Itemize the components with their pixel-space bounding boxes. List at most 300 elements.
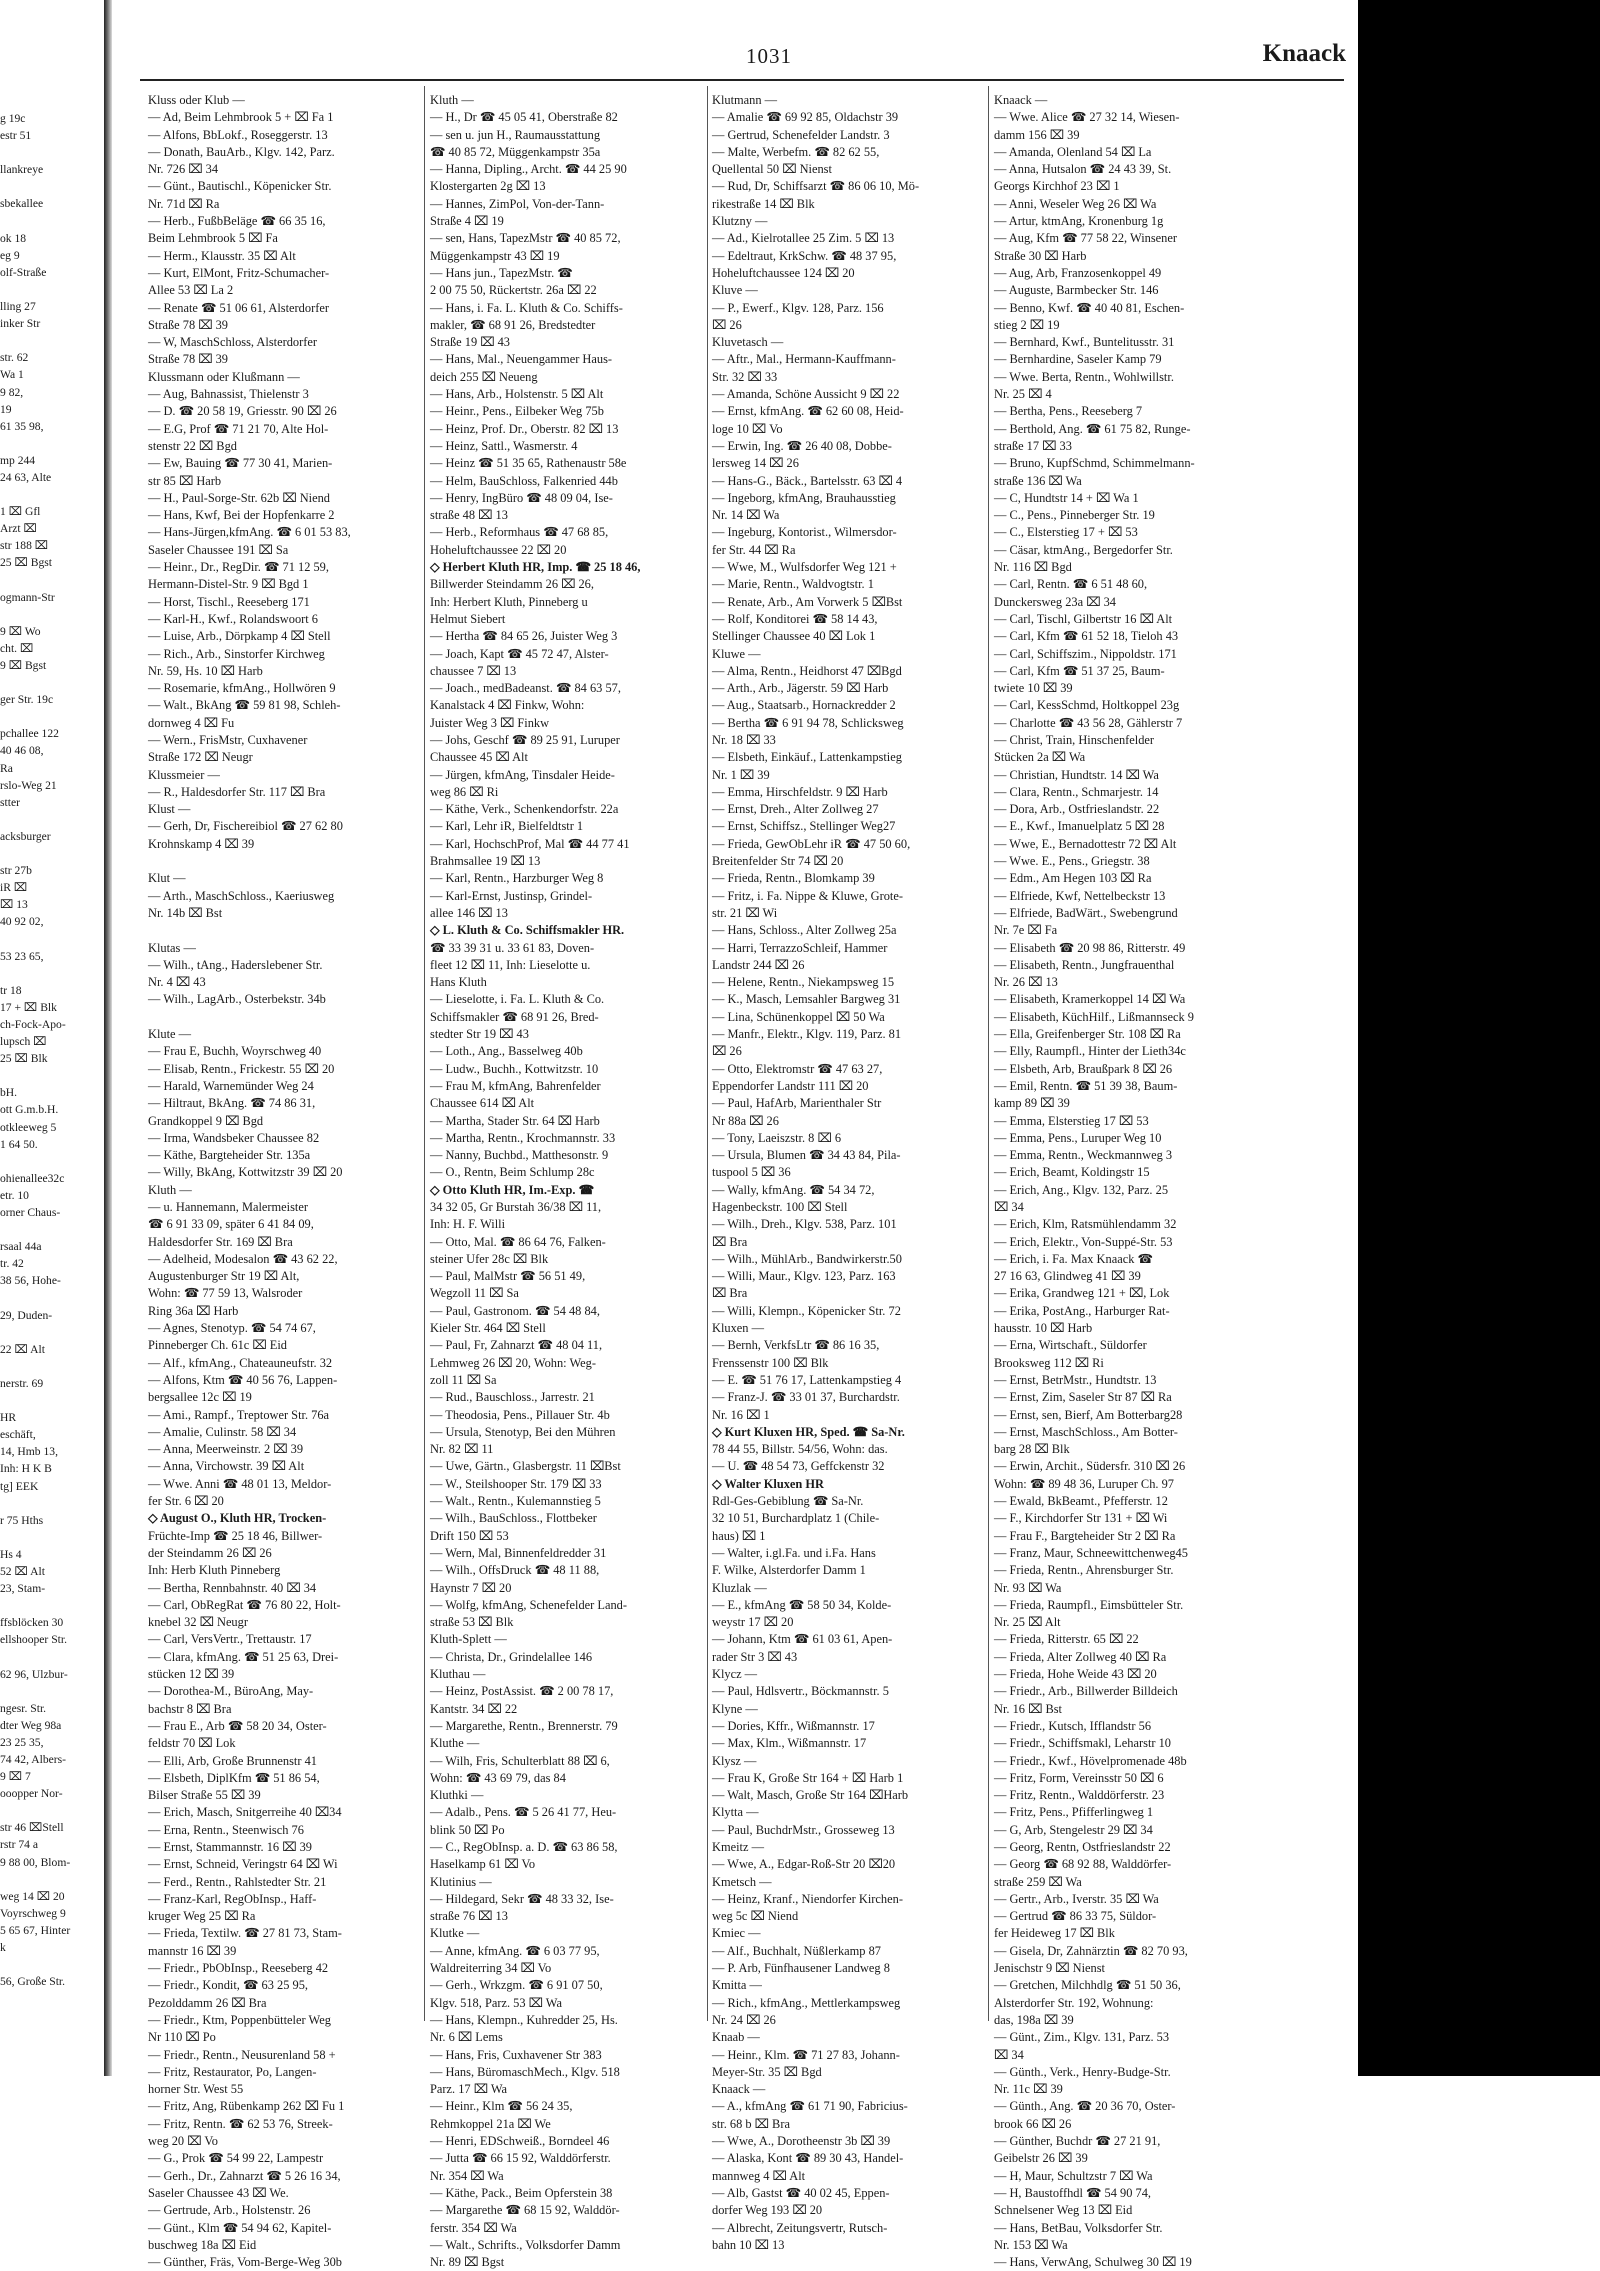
directory-entry-line: 2 00 75 50, Rückertstr. 26a ⌧ 22 [430, 283, 597, 298]
directory-entry-line: — Alaska, Kont ☎ 89 30 43, Handel- [712, 2151, 904, 2166]
directory-entry-line: — Renate ☎ 51 06 61, Alsterdorfer [148, 300, 329, 315]
margin-fragment: 56, Große Str. [0, 1975, 66, 1989]
surname-heading: Kluth — [148, 1182, 192, 1197]
directory-entry-line: — Ewald, BkBeamt., Pfefferstr. 12 [994, 1494, 1168, 1509]
directory-entry-line: — Wwe. Anni ☎ 48 01 13, Meldor- [148, 1476, 332, 1491]
directory-entry-line: Straße 172 ⌧ Neugr [148, 750, 253, 765]
directory-entry-line: — Wilh., Dreh., Klgv. 538, Parz. 101 [712, 1217, 897, 1232]
directory-entry-line: — Tony, Laeiszstr. 8 ⌧ 6 [712, 1130, 842, 1145]
margin-fragment: 25 ⌧ Blk [0, 1052, 48, 1066]
directory-entry-line: — Anni, Weseler Weg 26 ⌧ Wa [994, 196, 1157, 211]
directory-entry-line: — Paul, HafArb, Marienthaler Str [712, 1096, 882, 1111]
directory-entry-line: ⌧ 26 [712, 1044, 742, 1059]
directory-entry-line: — C., Elsterstieg 17 + ⌧ 53 [994, 525, 1138, 540]
directory-entry-line: — Heinz ☎ 51 35 65, Rathenaustr 58e [430, 456, 627, 471]
margin-fragment: llankreye [0, 163, 44, 177]
directory-entry-line: — H, Baustoffhdl ☎ 54 90 74, [994, 2185, 1152, 2200]
directory-entry-line: — Hans, Arb., Holstenstr. 5 ⌧ Alt [430, 387, 604, 402]
directory-entry-line: — Alb, Gastst ☎ 40 02 45, Eppen- [712, 2185, 890, 2200]
margin-fragment [0, 1871, 100, 1888]
directory-entry-line: — Frieda, Ritterstr. 65 ⌧ 22 [994, 1632, 1139, 1647]
directory-entry-line: — Rud., Bauschloss., Jarrestr. 21 [430, 1390, 595, 1405]
directory-entry-line: stieg 2 ⌧ 19 [994, 317, 1060, 332]
directory-entry-line: — G., Prok ☎ 54 99 22, Lampestr [148, 2151, 324, 2166]
directory-entry-line: — Carl, Rentn. ☎ 6 51 48 60, [994, 577, 1148, 592]
directory-entry-line: — Hans, VerwAng, Schulweg 30 ⌧ 19 [994, 2255, 1192, 2270]
directory-entry-line: Saseler Chaussee 43 ⌧ We. [148, 2185, 289, 2200]
margin-fragment: ⌧ 13 [0, 898, 28, 912]
directory-entry-line: weg 5c ⌧ Niend [712, 1909, 799, 1924]
margin-fragment: iR ⌧ [0, 881, 28, 895]
surname-heading: Klut — [148, 871, 186, 886]
directory-entry-line: dorfer Weg 193 ⌧ 20 [712, 2203, 823, 2218]
directory-entry-line: — Erich, Ang., Klgv. 132, Parz. 25 [994, 1182, 1169, 1197]
surname-heading: Klysz — [712, 1753, 757, 1768]
margin-fragment [0, 144, 100, 161]
margin-fragment [0, 1529, 100, 1546]
directory-entry-line: — Elsbeth, DiplKfm ☎ 51 86 54, [148, 1770, 320, 1785]
directory-entry-line: — Gerh., Dr., Zahnarzt ☎ 5 26 16 34, [148, 2168, 341, 2183]
header-rule [140, 79, 1344, 81]
directory-column-3 [712, 92, 984, 2252]
directory-entry-line: — Arth., Arb., Jägerstr. 59 ⌧ Harb [712, 681, 889, 696]
surname-heading: Kmeitz — [712, 1839, 764, 1854]
directory-entry-line: Haldesdorfer Str. 169 ⌧ Bra [148, 1234, 293, 1249]
directory-entry-line: — Albrecht, Zeitungsvertr, Rutsch- [712, 2220, 888, 2235]
directory-entry-line: — Harri, TerrazzoSchleif, Hammer [712, 940, 888, 955]
directory-entry-line: — Ernst, Schiffsz., Stellinger Weg27 [712, 819, 896, 834]
directory-entry-line: Nr. 93 ⌧ Wa [994, 1580, 1062, 1595]
previous-page-edge [0, 110, 100, 1990]
surname-heading: Klutmann — [712, 93, 778, 107]
directory-entry-line: — Jürgen, kfmAng, Tinsdaler Heide- [430, 767, 615, 782]
directory-entry-line: ferstr. 354 ⌧ Wa [430, 2220, 517, 2235]
directory-entry-line: — Henry, IngBüro ☎ 48 09 04, Ise- [430, 490, 613, 505]
margin-fragment [0, 1956, 100, 1973]
directory-entry-line: Kantstr. 34 ⌧ 22 [430, 1701, 518, 1716]
directory-entry-line: — Horst, Tischl., Reeseberg 171 [148, 594, 310, 609]
directory-entry-line: — Heinz, PostAssist. ☎ 2 00 78 17, [430, 1684, 614, 1699]
margin-fragment: bH. [0, 1086, 18, 1100]
directory-entry-line: damm 156 ⌧ 39 [994, 127, 1080, 142]
directory-entry-line: — Luise, Arb., Dörpkamp 4 ⌧ Stell [148, 629, 331, 644]
directory-entry-line: — Heinr., Klm ☎ 56 24 35, [430, 2099, 573, 2114]
directory-entry-line: — Ernst, MaschSchloss., Am Botter- [994, 1424, 1178, 1439]
directory-entry-line: Parz. 17 ⌧ Wa [430, 2082, 508, 2097]
directory-entry-line: Nr. 726 ⌧ 34 [148, 162, 219, 177]
margin-fragment [0, 281, 100, 298]
margin-fragment: ger Str. 19c [0, 693, 54, 707]
margin-fragment: cht. ⌧ [0, 641, 34, 655]
directory-entry-line: — Rud, Dr, Schiffsarzt ☎ 86 06 10, Mö- [712, 179, 920, 194]
directory-entry-line: Geibelstr 26 ⌧ 39 [994, 2151, 1088, 2166]
margin-fragment: Voyrschweg 9 [0, 1906, 66, 1920]
directory-entry-line: — Günther, Buchdr ☎ 27 21 91, [994, 2134, 1161, 2149]
directory-entry-line: — Lina, Schünenkoppel ⌧ 50 Wa [712, 1009, 885, 1024]
directory-entry-line: — Emma, Rentn., Weckmannweg 3 [994, 1148, 1173, 1163]
directory-entry-line: Nr. 6 ⌧ Lems [430, 2030, 503, 2045]
directory-entry-line: — Georg ☎ 68 92 88, Walddörfer- [994, 1857, 1172, 1872]
margin-fragment [0, 332, 100, 349]
directory-entry-line: — Johs, Geschf ☎ 89 25 91, Luruper [430, 732, 620, 747]
margin-fragment [0, 1358, 100, 1375]
surname-heading: Klutas — [148, 940, 196, 955]
directory-entry-line: — Carl, VersVertr., Trettaustr. 17 [148, 1632, 312, 1647]
margin-fragment [0, 965, 100, 982]
directory-entry-line: Krohnskamp 4 ⌧ 39 [148, 836, 255, 851]
margin-fragment [0, 572, 100, 589]
directory-entry-line: — Christian, Hundtstr. 14 ⌧ Wa [994, 767, 1159, 782]
directory-entry-line: haus) ⌧ 1 [712, 1528, 766, 1543]
directory-entry-line: — Fritz, Ang, Rübenkamp 262 ⌧ Fu 1 [148, 2099, 345, 2114]
directory-entry-line: — Willy, BkAng, Kottwitzstr 39 ⌧ 20 [148, 1165, 343, 1180]
directory-entry-line: — Gertr., Arb., Iverstr. 35 ⌧ Wa [994, 1891, 1159, 1906]
directory-entry-line: Landstr 244 ⌧ 26 [712, 957, 805, 972]
directory-entry-line: Inh: Herbert Kluth, Pinneberg u [430, 594, 588, 609]
directory-entry-line: — Anne, kfmAng. ☎ 6 03 77 95, [430, 1943, 600, 1958]
surname-heading: Kluxen — [712, 1321, 764, 1336]
directory-entry-line: Brooksweg 112 ⌧ Ri [994, 1355, 1104, 1370]
directory-entry-line: Hoheluftchaussee 22 ⌧ 20 [430, 542, 567, 557]
directory-entry-line: — Herb., FußbBeläge ☎ 66 35 16, [148, 214, 326, 229]
margin-fragment: 29, Duden- [0, 1308, 53, 1322]
directory-entry-line: — Friedr., Rentn., Neusurenland 58 + [148, 2047, 336, 2062]
running-head: Knaack [1262, 40, 1346, 67]
directory-entry-line: Ring 36a ⌧ Harb [148, 1303, 239, 1318]
directory-entry-line: Nr. 89 ⌧ Bgst [430, 2255, 505, 2270]
directory-entry-line: — Käthe, Verk., Schenkendorfstr. 22a [430, 802, 619, 817]
directory-entry-line: — Hildegard, Sekr ☎ 48 33 32, Ise- [430, 1891, 614, 1906]
directory-entry-line: — Adalb., Pens. ☎ 5 26 41 77, Heu- [430, 1805, 617, 1820]
directory-entry-line: Nr. 7e ⌧ Fa [994, 923, 1058, 938]
directory-entry-line: — Clara, Rentn., Schmarjestr. 14 [994, 784, 1159, 799]
margin-fragment [0, 674, 100, 691]
directory-entry-line: — Ad., Kielrotallee 25 Zim. 5 ⌧ 13 [712, 231, 895, 246]
directory-entry-line: — Alfons, BbLokf., Roseggerstr. 13 [148, 127, 328, 142]
directory-entry-line: Nr. 116 ⌧ Bgd [994, 560, 1072, 575]
directory-entry-line: — Wilh., LagArb., Osterbekstr. 34b [148, 992, 326, 1007]
directory-entry-line: bahn 10 ⌧ 13 [712, 2237, 785, 2252]
directory-entry-line: Frenssenstr 100 ⌧ Blk [712, 1355, 829, 1370]
directory-entry-line: — Heinr., Dr., RegDir. ☎ 71 12 59, [148, 560, 329, 575]
margin-fragment: lling 27 [0, 300, 36, 314]
surname-heading: Klutke — [430, 1926, 480, 1941]
margin-fragment [0, 486, 100, 503]
directory-entry-line: — Friedr., Ktm, Poppenbütteler Weg [148, 2012, 331, 2027]
directory-entry-line: — Erich, Klm, Ratsmühlendamm 32 [994, 1217, 1177, 1232]
directory-entry-line: ◇ August O., Kluth HR, Trocken- [148, 1511, 327, 1526]
directory-entry-line: Nr. 25 ⌧ Alt [994, 1615, 1061, 1630]
directory-entry-line: — H., Paul-Sorge-Str. 62b ⌧ Niend [148, 490, 331, 505]
directory-entry-line: — Frieda, Hohe Weide 43 ⌧ 20 [994, 1667, 1157, 1682]
surname-heading: Klust — [148, 802, 191, 817]
directory-entry-line: — Dorothea-M., BüroAng, May- [148, 1684, 314, 1699]
directory-entry-line: str. 68 b ⌧ Bra [712, 2116, 790, 2131]
directory-entry-line: — Arth., MaschSchloss., Kaeriusweg [148, 888, 335, 903]
directory-entry-line: — Erich, i. Fa. Max Knaack ☎ [994, 1251, 1153, 1266]
directory-entry-line: ◇ L. Kluth & Co. Schiffsmakler HR. [430, 923, 625, 938]
directory-entry-line: — Elisabeth, KüchHilf., Lißmannseck 9 [994, 1009, 1194, 1024]
directory-entry-line: Stellinger Chaussee 40 ⌧ Lok 1 [712, 629, 876, 644]
directory-entry-line: — Bertha, Rennbahnstr. 40 ⌧ 34 [148, 1580, 317, 1595]
directory-entry-line: — Loth., Ang., Basselweg 40b [430, 1044, 583, 1059]
directory-entry-line: — Walt., Rentn., Kulemannstieg 5 [430, 1494, 601, 1509]
directory-entry-line: — Carl, ObRegRat ☎ 76 80 22, Holt- [148, 1597, 341, 1612]
directory-entry-line: — Ursula, Stenotyp, Bei den Mühren [430, 1424, 616, 1439]
directory-entry-line: Hermann-Distel-Str. 9 ⌧ Bgd 1 [148, 577, 309, 592]
directory-entry-line: — Gretchen, Milchhdlg ☎ 51 50 36, [994, 1978, 1181, 1993]
margin-fragment [0, 435, 100, 452]
directory-entry-line: — Rich., kfmAng., Mettlerkampsweg [712, 1995, 901, 2010]
surname-heading: Kluzlak — [712, 1580, 767, 1595]
surname-heading: Knaab — [712, 2030, 760, 2045]
margin-fragment: etr. 10 [0, 1188, 29, 1202]
surname-heading: Klyne — [712, 1701, 758, 1716]
directory-entry-line: — Paul, Fr, Zahnarzt ☎ 48 04 11, [430, 1338, 603, 1353]
margin-fragment: sbekallee [0, 197, 44, 211]
surname-heading: Klute — [148, 1027, 192, 1042]
directory-entry-line: — P., Ewerf., Klgv. 128, Parz. 156 [712, 300, 884, 315]
directory-entry-line: Juister Weg 3 ⌧ Finkw [430, 715, 550, 730]
directory-entry-line: — Irma, Wandsbeker Chaussee 82 [148, 1130, 320, 1145]
directory-entry-line: — Gertrud ☎ 86 33 75, Süldor- [994, 1909, 1157, 1924]
directory-entry-line: — Christa, Dr., Grindelallee 146 [430, 1649, 593, 1664]
directory-entry-line: — Martha, Rentn., Krochmannstr. 33 [430, 1130, 616, 1145]
margin-fragment: eg 9 [0, 248, 20, 262]
margin-fragment: 53 23 65, [0, 949, 44, 963]
directory-entry-line: — Friedr., Arb., Billwerder Billdeich [994, 1684, 1178, 1699]
directory-entry-line: — Heinz, Kranf., Niendorfer Kirchen- [712, 1891, 903, 1906]
margin-fragment [0, 1067, 100, 1084]
directory-entry-line: F. Wilke, Alsterdorfer Damm 1 [712, 1563, 866, 1578]
directory-entry-line: — Wwe, A., Edgar-Roß-Str 20 ⌧20 [712, 1857, 896, 1872]
directory-entry-line: — Walt., BkAng ☎ 59 81 98, Schleh- [148, 698, 341, 713]
directory-entry-line [148, 1009, 420, 1026]
margin-fragment: weg 14 ⌧ 20 [0, 1889, 65, 1903]
directory-entry-line: — Alma, Rentn., Heidhorst 47 ⌧Bgd [712, 663, 902, 678]
directory-entry-line: — Ew, Bauing ☎ 77 30 41, Marien- [148, 456, 333, 471]
directory-entry-line: — Jutta ☎ 66 15 92, Walddörferstr. [430, 2151, 611, 2166]
margin-fragment: g 19c [0, 112, 26, 125]
margin-fragment: ellshooper Str. [0, 1633, 67, 1647]
directory-entry-line: — sen, Hans, TapezMstr ☎ 40 85 72, [430, 231, 621, 246]
directory-entry-line: — Alfons, Ktm ☎ 40 56 76, Lappen- [148, 1372, 338, 1387]
directory-entry-line: brook 66 ⌧ 26 [994, 2116, 1072, 2131]
surname-heading: Kluthau — [430, 1667, 486, 1682]
directory-entry-line: — Ingeborg, kfmAng, Brauhausstieg [712, 490, 896, 505]
directory-entry-line: — Emma, Pens., Luruper Weg 10 [994, 1130, 1162, 1145]
directory-entry-line: Schnelsener Weg 13 ⌧ Eid [994, 2203, 1133, 2218]
directory-entry-line: — Frau E, Buchh, Woyrschweg 40 [148, 1044, 322, 1059]
margin-fragment [0, 811, 100, 828]
directory-entry-line: — Wwe, A., Dorotheenstr 3b ⌧ 39 [712, 2134, 891, 2149]
margin-fragment: 9 ⌧ Bgst [0, 659, 47, 672]
directory-entry-line: — Carl, Schiffszim., Nippoldstr. 171 [994, 646, 1177, 661]
directory-entry-line: — Hans, i. Fa. L. Kluth & Co. Schiffs- [430, 300, 623, 315]
directory-entry-line: — Gerh., Wrkzgm. ☎ 6 91 07 50, [430, 1978, 603, 1993]
directory-entry-line: — Frieda, Alter Zollweg 40 ⌧ Ra [994, 1649, 1167, 1664]
directory-entry-line: Nr. 4 ⌧ 43 [148, 975, 206, 990]
directory-entry-line: mannstr 16 ⌧ 39 [148, 1943, 237, 1958]
directory-entry-line: Waldreiterring 34 ⌧ Vo [430, 1961, 552, 1976]
directory-entry-line: — Walt, Masch, Große Str 164 ⌧Harb [712, 1788, 909, 1803]
directory-entry-line: — Erna, Wirtschaft., Süldorfer [994, 1338, 1147, 1353]
directory-entry-line: straße 53 ⌧ Blk [430, 1615, 514, 1630]
scanner-dark-edge [1358, 0, 1600, 2076]
directory-entry-line: — Gisela, Dr, Zahnärztin ☎ 82 70 93, [994, 1943, 1188, 1958]
directory-entry-line: Brahmsallee 19 ⌧ 13 [430, 854, 541, 869]
directory-entry-line: — Anna, Hutsalon ☎ 24 43 39, St. [994, 162, 1172, 177]
directory-entry-line: — Wwe, M., Wulfsdorfer Weg 121 + [712, 560, 897, 575]
directory-entry-line: — Walter, i.gl.Fa. und i.Fa. Hans [712, 1545, 876, 1560]
directory-entry-line: — Ludw., Buchh., Kottwitzstr. 10 [430, 1061, 599, 1076]
directory-entry-line: Müggenkampstr 43 ⌧ 19 [430, 248, 560, 263]
directory-entry-line: horner Str. West 55 [148, 2082, 244, 2097]
directory-entry-line: — u. Hannemann, Malermeister [148, 1200, 308, 1214]
margin-fragment: rslo-Weg 21 [0, 778, 57, 792]
directory-entry-line: — Franz, Maur, Schneewittchenweg45 [994, 1545, 1188, 1560]
directory-entry-line: — Malte, Werbefm. ☎ 82 62 55, [712, 144, 880, 159]
directory-entry-line: Straße 30 ⌧ Harb [994, 248, 1087, 263]
margin-fragment: ffsblöcken 30 [0, 1616, 64, 1630]
directory-entry-line: — Frieda, Rentn., Ahrensburger Str. [994, 1563, 1174, 1578]
directory-entry-line: lersweg 14 ⌧ 26 [712, 456, 799, 471]
directory-entry-line: — Bruno, KupfSchmd, Schimmelmann- [994, 456, 1195, 471]
directory-entry-line: Klgv. 518, Parz. 53 ⌧ Wa [430, 1995, 563, 2010]
directory-entry-line: — Auguste, Barmbecker Str. 146 [994, 283, 1159, 298]
column-divider [707, 86, 708, 2021]
margin-fragment: HR [0, 1411, 17, 1425]
directory-entry-line: — Ella, Greifenberger Str. 108 ⌧ Ra [994, 1027, 1181, 1042]
directory-entry-line: — Artur, ktmAng, Kronenburg 1g [994, 214, 1164, 229]
directory-entry-line: — Frau E., Arb ☎ 58 20 34, Oster- [148, 1718, 327, 1733]
directory-entry-line: — Paul, MalMstr ☎ 56 51 49, [430, 1269, 586, 1284]
directory-entry-line: — C, Hundtstr 14 + ⌧ Wa 1 [994, 490, 1139, 505]
directory-entry-line: — Frieda, GewObLehr iR ☎ 47 50 60, [712, 836, 911, 851]
directory-entry-line: — Hans, Kwf, Bei der Hopfenkarre 2 [148, 508, 335, 523]
directory-entry-line: — Franz-Karl, RegObInsp., Haff- [148, 1891, 317, 1906]
margin-fragment: 24 63, Alte [0, 470, 52, 484]
directory-entry-line: zoll 11 ⌧ Sa [430, 1372, 497, 1387]
directory-entry-line: — Anna, Virchowstr. 39 ⌧ Alt [148, 1459, 305, 1474]
column-divider [424, 86, 425, 2021]
directory-entry-line: stücken 12 ⌧ 39 [148, 1667, 235, 1682]
directory-entry-line: — Joach., medBadeanst. ☎ 84 63 57, [430, 681, 621, 696]
directory-entry-line: — Käthe, Bargteheider Str. 135a [148, 1148, 311, 1163]
directory-entry-line: — Emma, Hirschfeldstr. 9 ⌧ Harb [712, 784, 888, 799]
directory-entry-line: Allee 53 ⌧ La 2 [148, 283, 234, 298]
directory-entry-line: — Benno, Kwf. ☎ 40 40 81, Eschen- [994, 300, 1185, 315]
directory-entry-line: — Elisabeth, Rentn., Jungfrauenthal [994, 957, 1175, 972]
directory-entry-line [148, 922, 420, 939]
directory-entry-line: Jenischstr 9 ⌧ Nienst [994, 1961, 1105, 1976]
directory-entry-line: — Georg, Rentn, Ostfrieslandstr 22 [994, 1839, 1171, 1854]
margin-fragment [0, 1495, 100, 1512]
margin-fragment: ogmann-Str [0, 590, 55, 604]
directory-entry-line: — Hans-G., Bäck., Bartelsstr. 63 ⌧ 4 [712, 473, 903, 488]
directory-entry-line: Nr 110 ⌧ Po [148, 2030, 216, 2045]
directory-entry-line: — Käthe, Pack., Beim Opferstein 38 [430, 2185, 613, 2200]
directory-entry-line: — Fritz, Restaurator, Po, Langen- [148, 2064, 317, 2079]
directory-entry-line: Billwerder Steindamm 26 ⌧ 26, [430, 577, 594, 592]
directory-entry-line: — Günt., Zim., Klgv. 131, Parz. 53 [994, 2030, 1170, 2045]
directory-entry-line: ◇ Herbert Kluth HR, Imp. ☎ 25 18 46, [430, 560, 641, 575]
directory-entry-line: Haynstr 7 ⌧ 20 [430, 1580, 512, 1595]
directory-entry-line: — Otto, Elektromstr ☎ 47 63 27, [712, 1061, 883, 1076]
directory-entry-line: — Fritz, Form, Vereinsstr 50 ⌧ 6 [994, 1770, 1164, 1785]
directory-entry-line: — Aug, Kfm ☎ 77 58 22, Winsener [994, 231, 1177, 246]
directory-entry-line: — Amalie ☎ 69 92 85, Oldachstr 39 [712, 110, 899, 125]
margin-fragment: 9 ⌧ 7 [0, 1770, 31, 1784]
margin-fragment: lupsch ⌧ [0, 1035, 47, 1049]
directory-entry-line: str 85 ⌧ Harb [148, 473, 222, 488]
directory-entry-line: — Bertha ☎ 6 91 94 78, Schlicksweg [712, 715, 904, 730]
directory-entry-line: — Günth., Verk., Henry-Budge-Str. [994, 2064, 1171, 2079]
directory-entry-line: Chaussee 45 ⌧ Alt [430, 750, 528, 765]
directory-entry-line: ⌧ 26 [712, 317, 742, 332]
directory-entry-line: — Frau K, Große Str 164 + ⌧ Harb 1 [712, 1770, 904, 1785]
directory-entry-line: — Wwe. Berta, Rentn., Wohlwillstr. [994, 369, 1174, 384]
directory-entry-line: blink 50 ⌧ Po [430, 1822, 505, 1837]
directory-entry-line: — Günther, Fräs, Vom-Berge-Weg 30b [148, 2255, 342, 2270]
directory-entry-line: — Elsbeth, Arb, Braußpark 8 ⌧ 26 [994, 1061, 1173, 1076]
directory-entry-line: Pezolddamm 26 ⌧ Bra [148, 1995, 267, 2010]
directory-entry-line: — Harald, Warnemünder Weg 24 [148, 1078, 314, 1093]
directory-entry-line: ◇ Kurt Kluxen HR, Sped. ☎ Sa-Nr. [712, 1424, 905, 1439]
directory-entry-line: — Ernst, Schneid, Veringstr 64 ⌧ Wi [148, 1857, 338, 1872]
directory-entry-line: — Alf., kfmAng., Chateauneufstr. 32 [148, 1355, 333, 1370]
directory-entry-line: — Charlotte ☎ 43 56 28, Gählerstr 7 [994, 715, 1183, 730]
directory-entry-line: — Elsbeth, Einkäuf., Lattenkampstieg [712, 750, 902, 765]
directory-entry-line: Nr. 18 ⌧ 33 [712, 732, 776, 747]
directory-entry-line: — Günth., Ang. ☎ 20 36 70, Oster- [994, 2099, 1176, 2114]
directory-entry-line: — Fritz, Rentn. ☎ 62 53 76, Streek- [148, 2116, 333, 2131]
directory-entry-line: das, 198a ⌧ 39 [994, 2012, 1074, 2027]
directory-entry-line: — Renate, Arb., Am Vorwerk 5 ⌧Bst [712, 594, 903, 609]
directory-entry-line: — H., Dr ☎ 45 05 41, Oberstraße 82 [430, 110, 618, 125]
directory-entry-line: — Hannes, ZimPol, Von-der-Tann- [430, 196, 605, 211]
directory-entry-line: — Willi, Klempn., Köpenicker Str. 72 [712, 1303, 901, 1318]
directory-entry-line: — E., kfmAng ☎ 58 50 34, Kolde- [712, 1597, 892, 1612]
directory-entry-line: — Ernst, kfmAng. ☎ 62 60 08, Heid- [712, 404, 904, 419]
directory-entry-line: — Uwe, Gärtn., Glasbergstr. 11 ⌧Bst [430, 1459, 621, 1474]
margin-fragment [0, 1802, 100, 1819]
directory-entry-line: — Willi, Maur., Klgv. 123, Parz. 163 [712, 1269, 896, 1284]
directory-entry-line: deich 255 ⌧ Neueng [430, 369, 538, 384]
directory-entry-line: ☎ 40 85 72, Müggenkampstr 35a [430, 144, 601, 159]
margin-fragment: olf-Straße [0, 265, 47, 279]
margin-fragment: k [0, 1941, 6, 1955]
directory-entry-line: Straße 78 ⌧ 39 [148, 352, 229, 367]
margin-fragment: Ra [0, 761, 13, 775]
directory-entry-line: fer Str. 44 ⌧ Ra [712, 542, 796, 557]
directory-entry-line: Georgs Kirchhof 23 ⌧ 1 [994, 179, 1120, 194]
margin-fragment: ngesr. Str. [0, 1701, 47, 1715]
directory-entry-line: — Wilh, Fris, Schulterblatt 88 ⌧ 6, [430, 1753, 610, 1768]
directory-entry-line: der Steindamm 26 ⌧ 26 [148, 1545, 272, 1560]
directory-entry-line: — Marie, Rentn., Waldvogtstr. 1 [712, 577, 874, 592]
margin-fragment [0, 845, 100, 862]
directory-entry-line: — sen u. jun H., Raumausstattung [430, 127, 601, 142]
directory-entry-line: — Karl, Rentn., Harzburger Weg 8 [430, 871, 604, 886]
directory-entry-line: — Aug, Bahnassist, Thielenstr 3 [148, 387, 309, 402]
directory-entry-line: — Hans-Jürgen,kfmAng. ☎ 6 01 53 83, [148, 525, 351, 540]
directory-entry-line: — Hans, BetBau, Volksdorfer Str. [994, 2220, 1163, 2235]
directory-entry-line: weystr 17 ⌧ 20 [712, 1615, 794, 1630]
margin-fragment: Inh: H K B [0, 1462, 52, 1476]
margin-fragment: 9 ⌧ Wo [0, 624, 41, 638]
directory-entry-line: ◇ Otto Kluth HR, Im.-Exp. ☎ [430, 1182, 595, 1197]
